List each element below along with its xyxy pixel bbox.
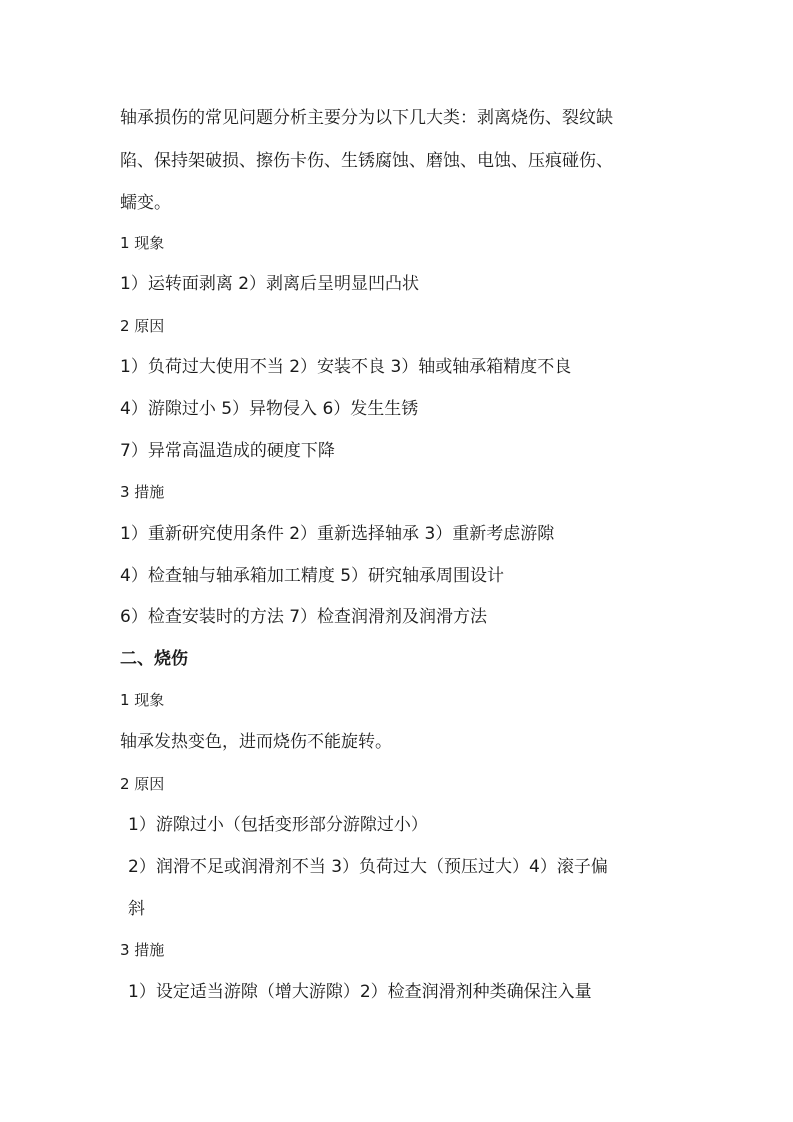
burn-section-title: 二、烧伤	[120, 649, 188, 669]
burn-cause-heading: 2 原因	[120, 775, 165, 793]
peeling-cause-heading: 2 原因	[120, 317, 165, 335]
peeling-cause-line-1: 1）负荷过大使用不当 2）安装不良 3）轴或轴承箱精度不良	[120, 357, 572, 377]
peeling-measure-line-3: 6）检查安装时的方法 7）检查润滑剂及润滑方法	[120, 607, 488, 627]
peeling-cause-line-3: 7）异常高温造成的硬度下降	[120, 441, 335, 461]
burn-measure-heading: 3 措施	[120, 941, 165, 959]
peeling-phenomenon-heading: 1 现象	[120, 234, 165, 252]
burn-phenomenon-text: 轴承发热变色，进而烧伤不能旋转。	[120, 732, 392, 752]
peeling-measure-line-1: 1）重新研究使用条件 2）重新选择轴承 3）重新考虑游隙	[120, 524, 555, 544]
peeling-cause-line-2: 4）游隙过小 5）异物侵入 6）发生生锈	[120, 399, 419, 419]
peeling-phenomenon-items: 1）运转面剥离 2）剥离后呈明显凹凸状	[120, 274, 420, 294]
burn-phenomenon-heading: 1 现象	[120, 691, 165, 709]
burn-cause-line-3: 斜	[128, 899, 145, 919]
intro-line-2: 陷、保持架破损、擦伤卡伤、生锈腐蚀、磨蚀、电蚀、压痕碰伤、	[120, 151, 613, 171]
intro-line-3: 蠕变。	[120, 193, 171, 213]
burn-cause-line-1: 1）游隙过小（包括变形部分游隙过小）	[128, 815, 428, 835]
intro-line-1: 轴承损伤的常见问题分析主要分为以下几大类：剥离烧伤、裂纹缺	[120, 108, 613, 128]
peeling-measure-heading: 3 措施	[120, 483, 165, 501]
burn-cause-line-2: 2）润滑不足或润滑剂不当 3）负荷过大（预压过大）4）滚子偏	[128, 857, 608, 877]
peeling-measure-line-2: 4）检查轴与轴承箱加工精度 5）研究轴承周围设计	[120, 566, 505, 586]
burn-measure-line-1: 1）设定适当游隙（增大游隙）2）检查润滑剂种类确保注入量	[128, 982, 592, 1002]
